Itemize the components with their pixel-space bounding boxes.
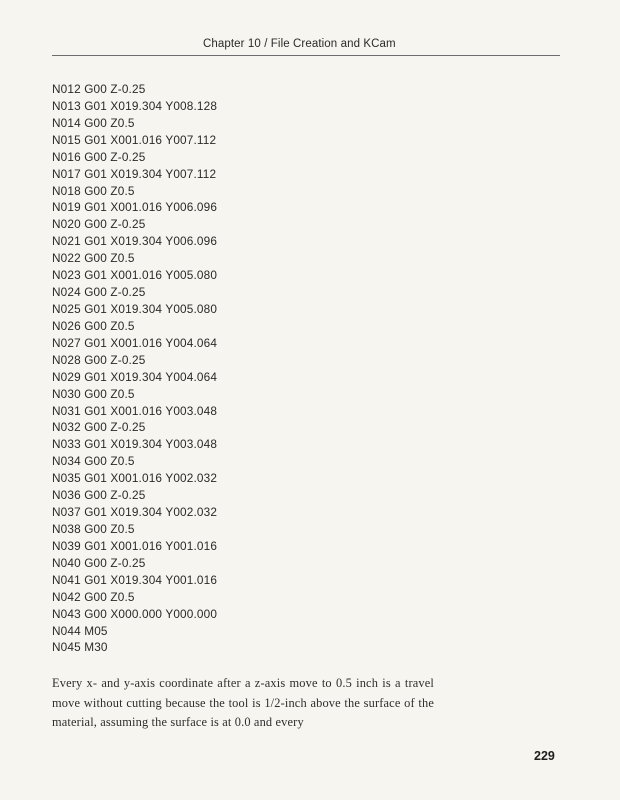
body-paragraph: Every x- and y-axis coordinate after a z-axis move to 0.5 inch is a travel move without cutting because the tool is 1/2-inch above the surface of the material, assuming the surface is at 0.0 and every [52,676,434,729]
code-line: N032 G00 Z-0.25 [52,420,146,435]
code-line: N022 G00 Z0.5 [52,251,135,266]
code-line: N027 G01 X001.016 Y004.064 [52,335,218,350]
code-line: N013 G01 X019.304 Y008.128 [52,98,218,113]
code-line: N045 M30 [52,640,108,655]
code-line: N023 G01 X001.016 Y005.080 [52,268,218,283]
code-line: N014 G00 Z0.5 [52,115,135,130]
code-line: N025 G01 X019.304 Y005.080 [52,301,218,316]
code-line: N017 G01 X019.304 Y007.112 [52,166,217,181]
code-line: N015 G01 X001.016 Y007.112 [52,132,217,147]
code-line: N038 G00 Z0.5 [52,521,135,536]
code-line: N028 G00 Z-0.25 [52,352,146,367]
code-line: N016 G00 Z-0.25 [52,149,146,164]
code-line: N034 G00 Z0.5 [52,454,135,469]
code-line: N035 G01 X001.016 Y002.032 [52,471,218,486]
code-line: N029 G01 X019.304 Y004.064 [52,369,218,384]
code-line: N036 G00 Z-0.25 [52,488,146,503]
gcode-listing [52,81,217,656]
code-line: N026 G00 Z0.5 [52,318,135,333]
code-line: N030 G00 Z0.5 [52,386,135,401]
code-line: N043 G00 X000.000 Y000.000 [52,606,218,621]
header-rule [52,55,560,56]
page-header [0,38,620,58]
code-line: N031 G01 X001.016 Y003.048 [52,403,218,418]
code-line: N033 G01 X019.304 Y003.048 [52,437,218,452]
code-line: N044 M05 [52,623,108,638]
code-line: N018 G00 Z0.5 [52,183,135,198]
code-line: N039 G01 X001.016 Y001.016 [52,538,218,553]
code-line: N021 G01 X019.304 Y006.096 [52,234,218,249]
running-head: Chapter 10 / File Creation and KCam [203,38,396,50]
code-line: N019 G01 X001.016 Y006.096 [52,200,218,215]
code-line: N041 G01 X019.304 Y001.016 [52,572,218,587]
code-line: N024 G00 Z-0.25 [52,285,146,300]
code-line: N037 G01 X019.304 Y002.032 [52,505,218,520]
code-line: N012 G00 Z-0.25 [52,82,146,96]
page-number: 229 [534,749,555,763]
code-line: N042 G00 Z0.5 [52,589,135,604]
code-line: N020 G00 Z-0.25 [52,217,146,232]
code-line: N040 G00 Z-0.25 [52,555,146,570]
